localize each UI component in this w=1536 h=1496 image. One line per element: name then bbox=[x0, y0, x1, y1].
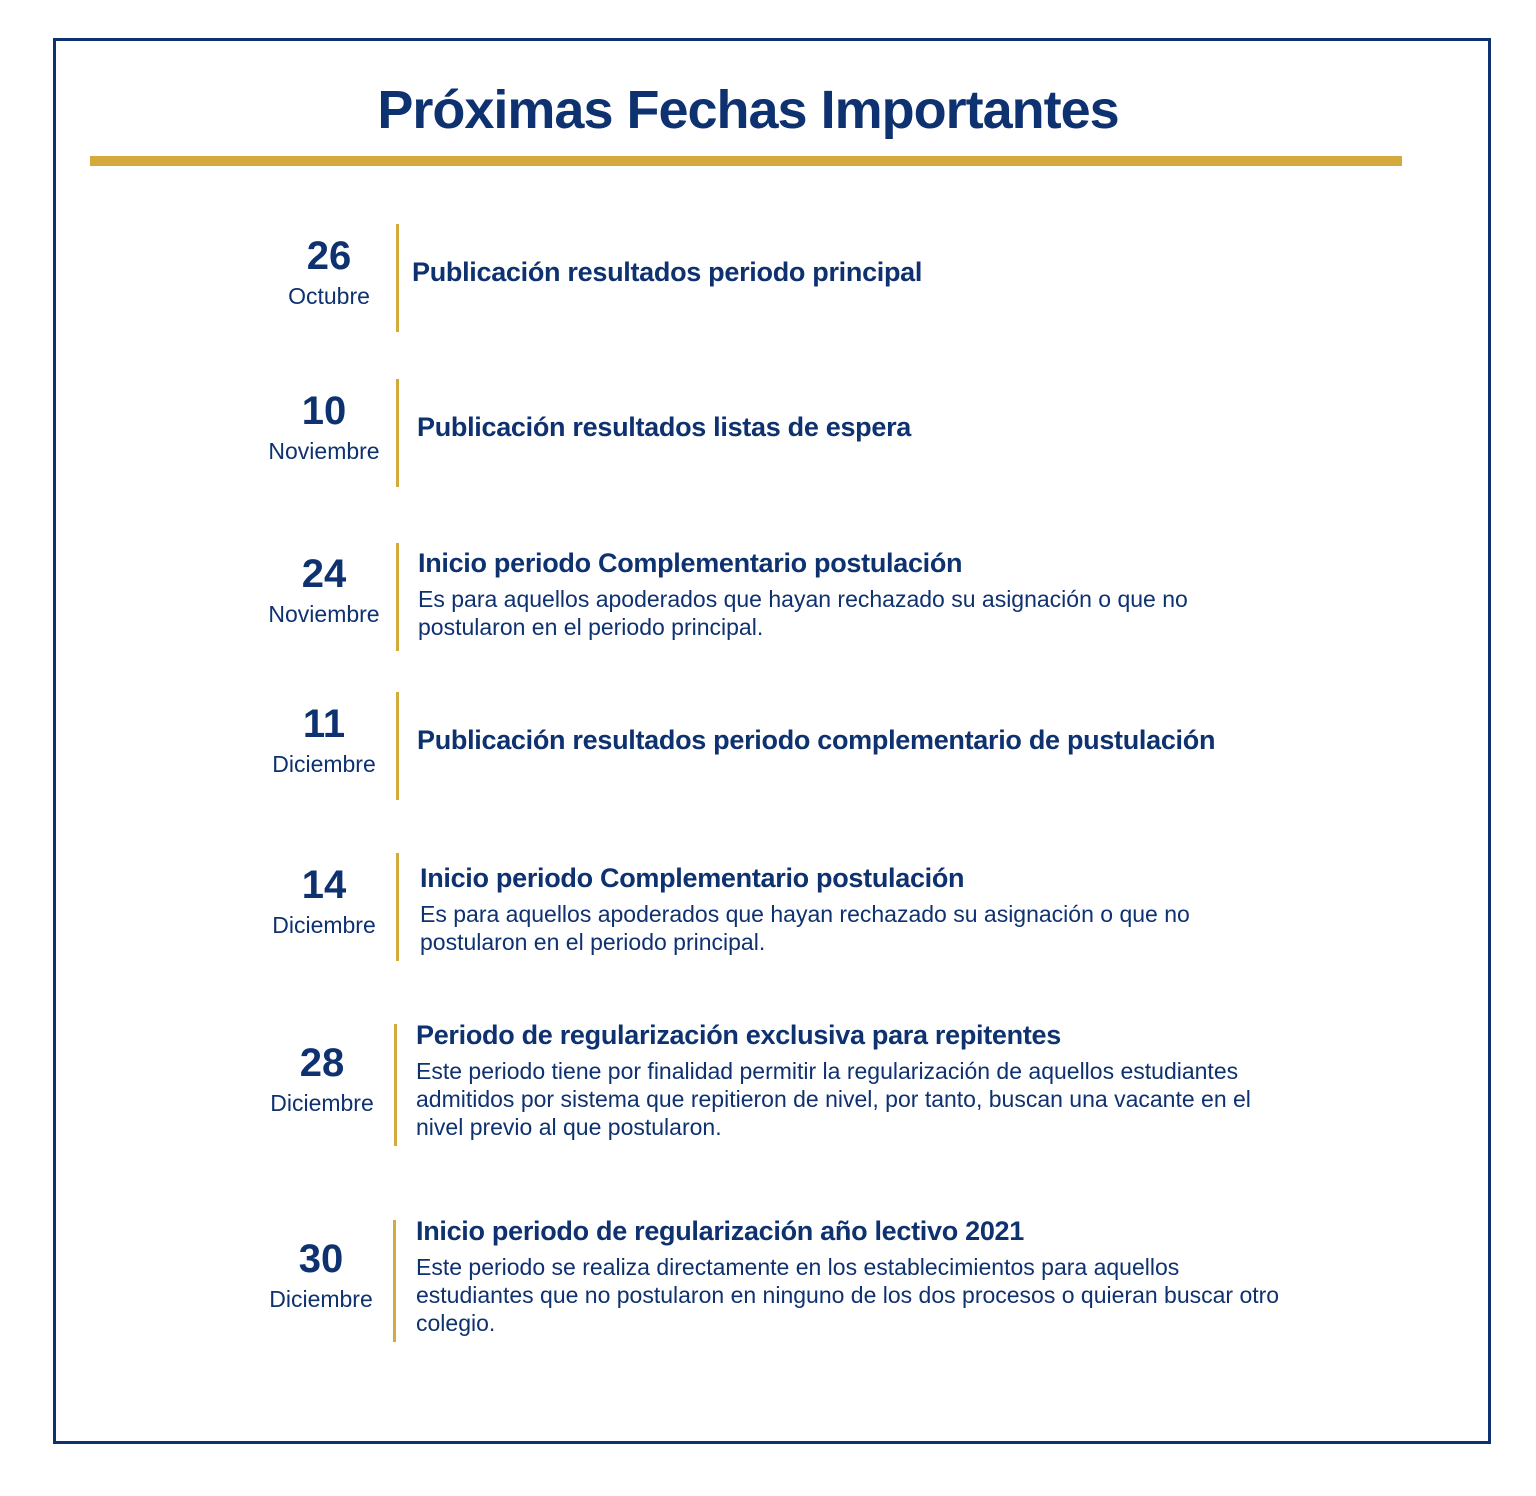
event-month: Noviembre bbox=[268, 601, 380, 627]
event-month: Octubre bbox=[288, 283, 370, 309]
event-title: Inicio periodo de regularización año lectivo 2021 bbox=[416, 1216, 1024, 1246]
event-divider bbox=[396, 692, 399, 800]
page-title: Próximas Fechas Importantes bbox=[377, 80, 1119, 140]
event-divider bbox=[396, 379, 399, 487]
event-content bbox=[416, 1019, 1286, 1141]
event-month: Diciembre bbox=[272, 751, 376, 777]
event-content bbox=[418, 547, 1288, 641]
event-content bbox=[412, 256, 1282, 294]
event-day: 10 bbox=[301, 389, 347, 433]
event-description: Es para aquellos apoderados que hayan rechazado su asignación o que no postularon en el periodo principal. bbox=[418, 585, 1188, 640]
event-day: 14 bbox=[301, 863, 347, 907]
event-date bbox=[249, 387, 399, 467]
event-month: Diciembre bbox=[272, 912, 376, 938]
event-title: Inicio periodo Complementario postulación bbox=[420, 863, 965, 893]
event-description: Este periodo se realiza directamente en los establecimientos para aquellos estudiantes que no postularon en ninguno de los dos procesos o quieran buscar otro colegio. bbox=[416, 1253, 1280, 1336]
event-title: Inicio periodo Complementario postulación bbox=[418, 548, 963, 578]
event-date bbox=[247, 1039, 397, 1119]
event-day: 24 bbox=[301, 552, 347, 596]
event-content bbox=[416, 1215, 1286, 1337]
event-date bbox=[249, 700, 399, 780]
event-day: 11 bbox=[302, 702, 346, 746]
event-month: Diciembre bbox=[270, 1090, 374, 1116]
event-divider bbox=[396, 853, 399, 961]
event-title: Publicación resultados periodo principal bbox=[412, 257, 923, 287]
event-divider bbox=[394, 1024, 397, 1146]
event-divider bbox=[396, 543, 399, 651]
event-title: Publicación resultados listas de espera bbox=[417, 412, 911, 442]
event-title: Publicación resultados periodo complementario de pustulación bbox=[417, 725, 1216, 755]
event-date bbox=[246, 1235, 396, 1315]
event-month: Noviembre bbox=[268, 438, 380, 464]
event-title: Periodo de regularización exclusiva para repitentes bbox=[416, 1020, 1061, 1050]
event-date bbox=[254, 232, 404, 312]
event-day: 30 bbox=[298, 1237, 344, 1281]
title-underline bbox=[90, 156, 1402, 166]
event-month: Diciembre bbox=[269, 1286, 373, 1312]
event-date bbox=[249, 550, 399, 630]
event-description: Este periodo tiene por finalidad permitir la regularización de aquellos estudiantes admitidos por sistema que repitieron de nivel, por tanto, buscan una vacante en el nivel previo al que postularon. bbox=[416, 1057, 1251, 1140]
event-day: 26 bbox=[306, 234, 352, 278]
event-content bbox=[417, 411, 1287, 449]
event-content bbox=[417, 724, 1287, 762]
event-day: 28 bbox=[299, 1041, 345, 1085]
event-divider bbox=[393, 1220, 396, 1342]
event-divider bbox=[396, 224, 399, 332]
event-content bbox=[420, 862, 1290, 956]
event-date bbox=[249, 861, 399, 941]
event-description: Es para aquellos apoderados que hayan rechazado su asignación o que no postularon en el periodo principal. bbox=[420, 900, 1190, 955]
